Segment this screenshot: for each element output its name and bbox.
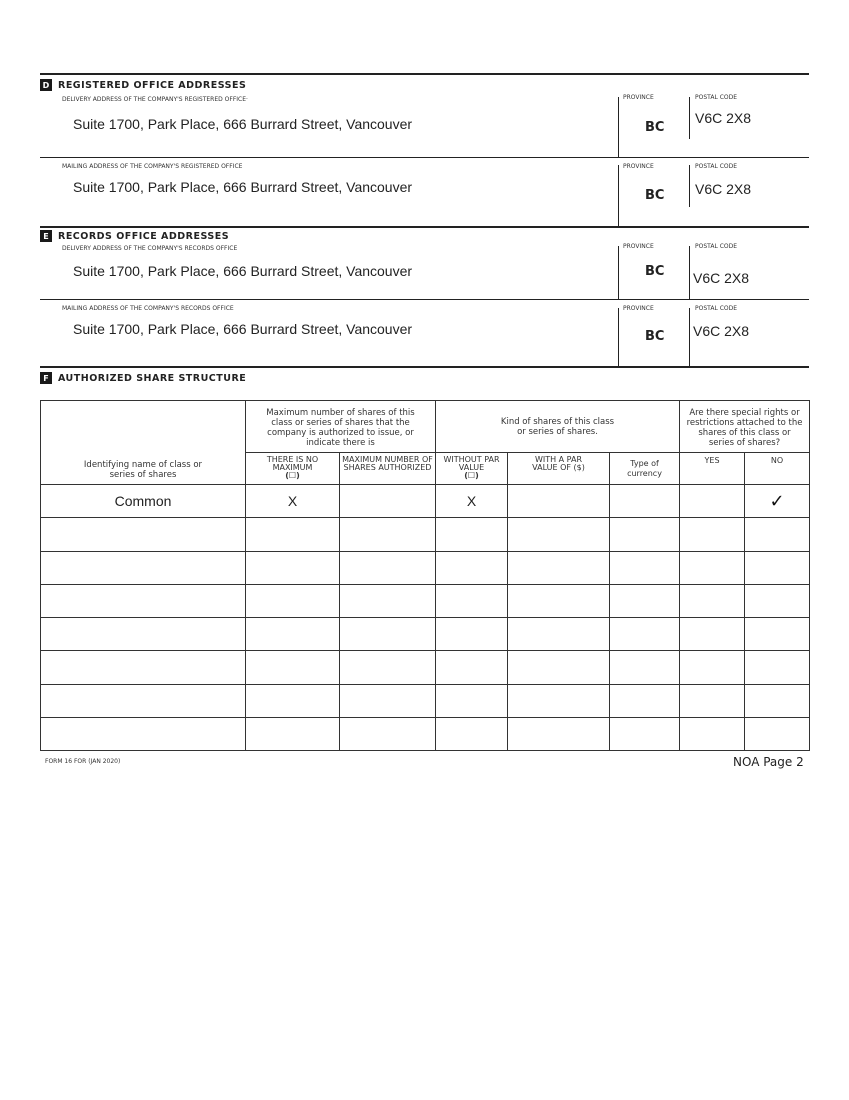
cell-no-max bbox=[246, 584, 340, 617]
header-name: Identifying name of class or series of shares bbox=[41, 401, 246, 485]
header-rights-group: Are there special rights or restrictions attached to the shares of this class or series of shares? bbox=[680, 401, 810, 453]
cell-currency bbox=[610, 618, 680, 651]
cell-yes bbox=[680, 684, 745, 717]
e-mailing-address: Suite 1700, Park Place, 666 Burrard Street, Vancouver bbox=[73, 321, 413, 337]
d-mailing-postal: V6C 2X8 bbox=[695, 181, 752, 197]
cell-name bbox=[41, 518, 246, 551]
e-mailing-label: MAILING ADDRESS OF THE COMPANY'S RECORDS OFFICE bbox=[62, 305, 234, 312]
cell-max-number bbox=[340, 584, 436, 617]
cell-name bbox=[41, 684, 246, 717]
share-structure-table bbox=[40, 400, 810, 751]
header-max-number: MAXIMUM NUMBER OF SHARES AUTHORIZED bbox=[340, 453, 436, 485]
table-row bbox=[41, 584, 810, 617]
cell-name bbox=[41, 651, 246, 684]
cell-no bbox=[745, 651, 810, 684]
cell-currency bbox=[610, 651, 680, 684]
section-e-header bbox=[40, 230, 229, 242]
cell-no-max bbox=[246, 718, 340, 751]
d-delivery-address: Suite 1700, Park Place, 666 Burrard Street, Vancouver bbox=[73, 116, 413, 132]
header-yes: YES bbox=[680, 453, 745, 485]
e-delivery-postal: V6C 2X8 bbox=[693, 270, 750, 286]
cell-with-par bbox=[508, 618, 610, 651]
header-kind-group: Kind of shares of this class or series of shares. bbox=[436, 401, 680, 453]
cell-no-max bbox=[246, 684, 340, 717]
e-mailing-province: BC bbox=[645, 329, 665, 344]
header-without-par-mark: (☐) bbox=[464, 471, 479, 480]
header-max-group: Maximum number of shares of this class or series of shares that the company is authorized to issue, or indicate there is bbox=[246, 401, 436, 453]
cell-yes bbox=[680, 618, 745, 651]
cell-with-par bbox=[508, 718, 610, 751]
cell-currency bbox=[610, 485, 680, 518]
cell-without-par bbox=[436, 718, 508, 751]
section-f-letter: F bbox=[40, 372, 52, 384]
table-row bbox=[41, 551, 810, 584]
e-delivery-label: DELIVERY ADDRESS OF THE COMPANY'S RECORDS OFFICE bbox=[62, 245, 238, 252]
table-row bbox=[41, 618, 810, 651]
cell-no bbox=[745, 718, 810, 751]
table-row bbox=[41, 684, 810, 717]
cell-no-max: X bbox=[246, 485, 340, 518]
cell-with-par bbox=[508, 551, 610, 584]
cell-no bbox=[745, 518, 810, 551]
d-delivery-postal-label: POSTAL CODE bbox=[695, 94, 738, 101]
table-row bbox=[41, 485, 810, 518]
page-number: NOA Page 2 bbox=[733, 755, 804, 769]
cell-no bbox=[745, 684, 810, 717]
table-row bbox=[41, 518, 810, 551]
cell-yes bbox=[680, 485, 745, 518]
cell-without-par: X bbox=[436, 485, 508, 518]
e-mailing-postal-label: POSTAL CODE bbox=[695, 305, 738, 312]
cell-no-max bbox=[246, 551, 340, 584]
header-no-max-mark: (☐) bbox=[285, 471, 300, 480]
form-id: FORM 16 FOR (JAN 2020) bbox=[45, 758, 121, 765]
header-without-par-label: WITHOUT PAR VALUE bbox=[443, 455, 500, 472]
cell-currency bbox=[610, 518, 680, 551]
d-delivery-label: DELIVERY ADDRESS OF THE COMPANY'S REGISTERED OFFICE· bbox=[62, 96, 248, 103]
cell-with-par bbox=[508, 651, 610, 684]
cell-without-par bbox=[436, 618, 508, 651]
cell-no bbox=[745, 551, 810, 584]
cell-max-number bbox=[340, 684, 436, 717]
header-currency: Type of currency bbox=[610, 453, 680, 485]
e-mailing-province-label: PROVINCE bbox=[623, 305, 654, 312]
cell-no-max bbox=[246, 518, 340, 551]
cell-no-max bbox=[246, 618, 340, 651]
e-delivery-province: BC bbox=[645, 264, 665, 279]
cell-currency bbox=[610, 551, 680, 584]
cell-name bbox=[41, 718, 246, 751]
e-delivery-postal-label: POSTAL CODE bbox=[695, 243, 738, 250]
cell-currency bbox=[610, 684, 680, 717]
cell-max-number bbox=[340, 518, 436, 551]
cell-max-number bbox=[340, 718, 436, 751]
d-mailing-province-label: PROVINCE bbox=[623, 163, 654, 170]
section-d-letter: D bbox=[40, 79, 52, 91]
cell-currency bbox=[610, 718, 680, 751]
header-no-max-label: THERE IS NO MAXIMUM bbox=[266, 455, 319, 472]
d-mailing-label: MAILING ADDRESS OF THE COMPANY'S REGISTERED OFFICE bbox=[62, 163, 243, 170]
table-row bbox=[41, 718, 810, 751]
section-e-letter: E bbox=[40, 230, 52, 242]
cell-name: Common bbox=[41, 485, 246, 518]
cell-without-par bbox=[436, 684, 508, 717]
cell-yes bbox=[680, 651, 745, 684]
section-d-header bbox=[40, 79, 246, 91]
cell-name bbox=[41, 618, 246, 651]
header-without-par bbox=[436, 453, 508, 485]
table-row bbox=[41, 651, 810, 684]
cell-no: ✓ bbox=[745, 485, 810, 518]
section-f-title: AUTHORIZED SHARE STRUCTURE bbox=[58, 372, 247, 384]
d-delivery-postal: V6C 2X8 bbox=[695, 110, 752, 126]
cell-with-par bbox=[508, 518, 610, 551]
cell-without-par bbox=[436, 518, 508, 551]
cell-yes bbox=[680, 584, 745, 617]
cell-max-number bbox=[340, 651, 436, 684]
header-no-max bbox=[246, 453, 340, 485]
cell-no bbox=[745, 584, 810, 617]
section-d-title: REGISTERED OFFICE ADDRESSES bbox=[58, 79, 247, 91]
cell-name bbox=[41, 584, 246, 617]
cell-max-number bbox=[340, 485, 436, 518]
header-no: NO bbox=[745, 453, 810, 485]
section-f-header bbox=[40, 372, 246, 384]
cell-with-par bbox=[508, 584, 610, 617]
e-delivery-province-label: PROVINCE bbox=[623, 243, 654, 250]
cell-max-number bbox=[340, 551, 436, 584]
d-mailing-address: Suite 1700, Park Place, 666 Burrard Street, Vancouver bbox=[73, 179, 413, 195]
cell-with-par bbox=[508, 684, 610, 717]
cell-yes bbox=[680, 551, 745, 584]
e-mailing-postal: V6C 2X8 bbox=[693, 323, 750, 339]
cell-without-par bbox=[436, 584, 508, 617]
cell-no-max bbox=[246, 651, 340, 684]
section-e-title: RECORDS OFFICE ADDRESSES bbox=[58, 230, 230, 242]
d-delivery-province: BC bbox=[645, 120, 665, 135]
cell-no bbox=[745, 618, 810, 651]
cell-max-number bbox=[340, 618, 436, 651]
d-mailing-postal-label: POSTAL CODE bbox=[695, 163, 738, 170]
cell-name bbox=[41, 551, 246, 584]
cell-yes bbox=[680, 518, 745, 551]
d-mailing-province: BC bbox=[645, 188, 665, 203]
d-delivery-province-label: PROVINCE bbox=[623, 94, 654, 101]
header-with-par: WITH A PAR VALUE OF ($) bbox=[508, 453, 610, 485]
cell-yes bbox=[680, 718, 745, 751]
e-delivery-address: Suite 1700, Park Place, 666 Burrard Street, Vancouver bbox=[73, 263, 413, 279]
cell-with-par bbox=[508, 485, 610, 518]
cell-currency bbox=[610, 584, 680, 617]
cell-without-par bbox=[436, 651, 508, 684]
cell-without-par bbox=[436, 551, 508, 584]
